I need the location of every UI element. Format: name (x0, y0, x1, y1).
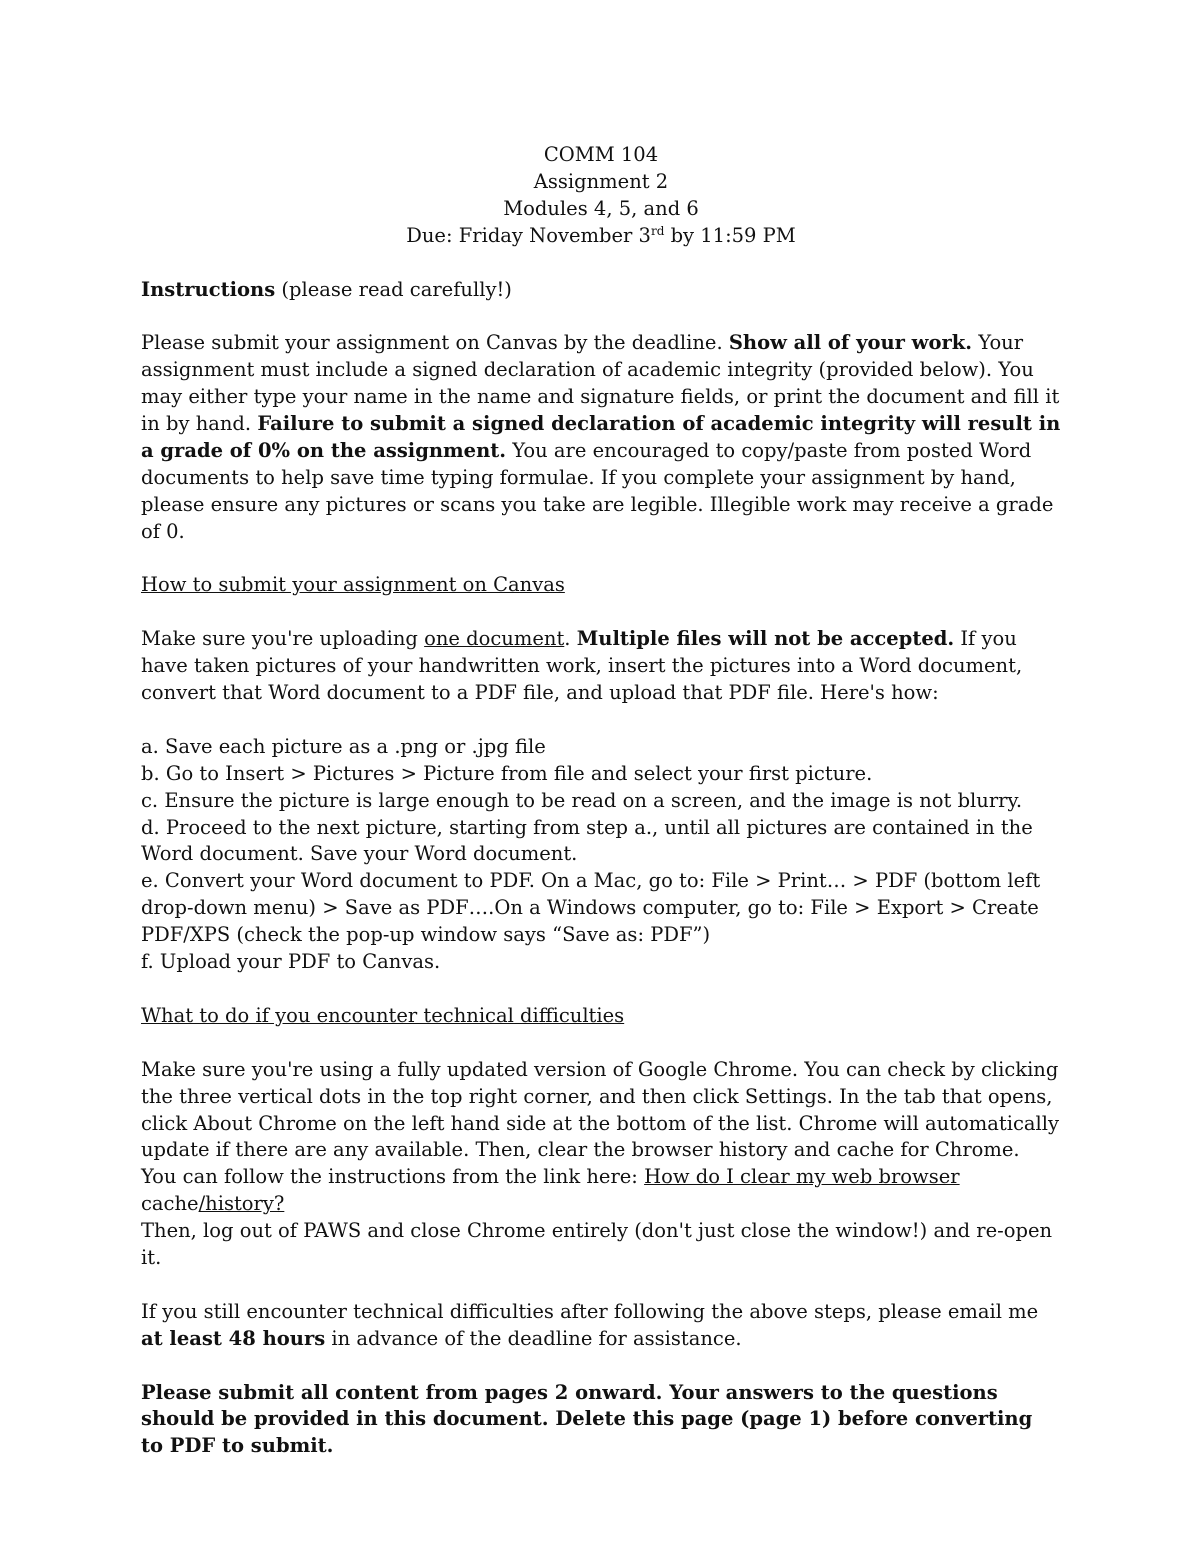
instructions-text-1: Please submit your assignment on Canvas by the deadline. (141, 331, 729, 355)
list-item: d. Proceed to the next picture, starting from step a., until all pictures are contained in the Word document. Save your Word document. (141, 815, 1033, 866)
submit-text-2: . (564, 627, 577, 651)
clear-cache-link-part-1[interactable]: How do I clear my web browser (644, 1165, 960, 1189)
submit-heading-text: How to submit your assignment on Canvas (141, 573, 565, 597)
integrity-warning: Failure to submit a signed declaration of academic integrity will result in a grade of 0% on the assignment. (141, 412, 1061, 462)
assistance-text-1: If you still encounter technical difficulties after following the above steps, please email me (141, 1299, 1039, 1323)
modules-line: Modules 4, 5, and 6 (503, 196, 699, 220)
hours-emphasis: at least 48 hours (141, 1326, 326, 1350)
assistance-text-2: in advance of the deadline for assistance. (325, 1326, 742, 1350)
submit-text-1: Make sure you're uploading (141, 627, 425, 651)
tech-section-heading (141, 1003, 1061, 1030)
list-item: c. Ensure the picture is large enough to be read on a screen, and the image is not blurry. (141, 788, 1023, 812)
list-item: b. Go to Insert > Pictures > Picture from file and select your first picture. (141, 761, 873, 785)
instructions-heading: Instructions (141, 277, 276, 301)
clear-cache-link-part-2[interactable]: cache (141, 1192, 199, 1216)
list-item: a. Save each picture as a .png or .jpg file (141, 734, 546, 758)
document-header (141, 142, 1061, 250)
document-page (141, 142, 1061, 1460)
list-item: f. Upload your PDF to Canvas. (141, 950, 441, 974)
tech-heading-text: What to do if you encounter technical difficulties (141, 1003, 625, 1027)
multiple-files-warning: Multiple files will not be accepted. (576, 627, 955, 651)
submit-paragraph (141, 626, 1061, 707)
show-work-emphasis: Show all of your work. (728, 331, 973, 355)
one-document-emphasis: one document (424, 627, 565, 651)
tech-text-2: Then, log out of PAWS and close Chrome entirely (don't just close the window!) and re-open it. (141, 1219, 1053, 1270)
submit-section-heading (141, 572, 1061, 599)
tech-text-1: Make sure you're using a fully updated version of Google Chrome. You can check by clicking the three vertical dots in the top right corner, and then click Settings. In the tab that opens, click About Chrome on the left hand side at the bottom of the list. Chrome will automatically update if there are any available. Then, clear the browser history and cache for Chrome. You can follow the instructions from the link here: (141, 1057, 1060, 1189)
instructions-heading-line (141, 277, 1061, 304)
due-date-line (141, 223, 1061, 250)
instructions-text-3: You are encouraged to copy/paste from posted Word documents to help save time typing formulae. If you complete your assignment by hand, please ensure any pictures or scans you take are legible. Illegible work may receive a grade of 0. (141, 438, 1054, 543)
instructions-paragraph (141, 330, 1061, 545)
instructions-text-2: Your assignment must include a signed declaration of academic integrity (provided below). You may either type your name in the name and signature fields, or print the document and fill it in by hand. (141, 331, 1060, 436)
due-date-time: by 11:59 PM (664, 223, 796, 247)
due-date-suffix-ordinal: rd (650, 223, 665, 238)
clear-cache-link-part-3[interactable]: /history? (198, 1192, 285, 1216)
assignment-title: Assignment 2 (533, 169, 669, 193)
due-date-prefix: Due: Friday November 3 (406, 223, 651, 247)
tech-paragraph (141, 1057, 1061, 1272)
list-item: e. Convert your Word document to PDF. On a Mac, go to: File > Print… > PDF (bottom left drop-down menu) > Save as PDF….On a Windows computer, go to: File > Export > Create PDF/XPS (check the pop-up window says “Save as: PDF”) (141, 869, 1041, 947)
final-note: Please submit all content from pages 2 onward. Your answers to the questions should be provided in this document. Delete this page (page 1) before converting to PDF to submit. (141, 1380, 1033, 1458)
submit-text-3: If you have taken pictures of your handwritten work, insert the pictures into a Word document, convert that Word document to a PDF file, and upload that PDF file. Here's how: (141, 627, 1023, 705)
course-title: COMM 104 (543, 143, 659, 166)
submit-steps-list (141, 734, 1061, 976)
assistance-paragraph (141, 1299, 1061, 1353)
instructions-heading-note: (please read carefully!) (275, 277, 512, 301)
